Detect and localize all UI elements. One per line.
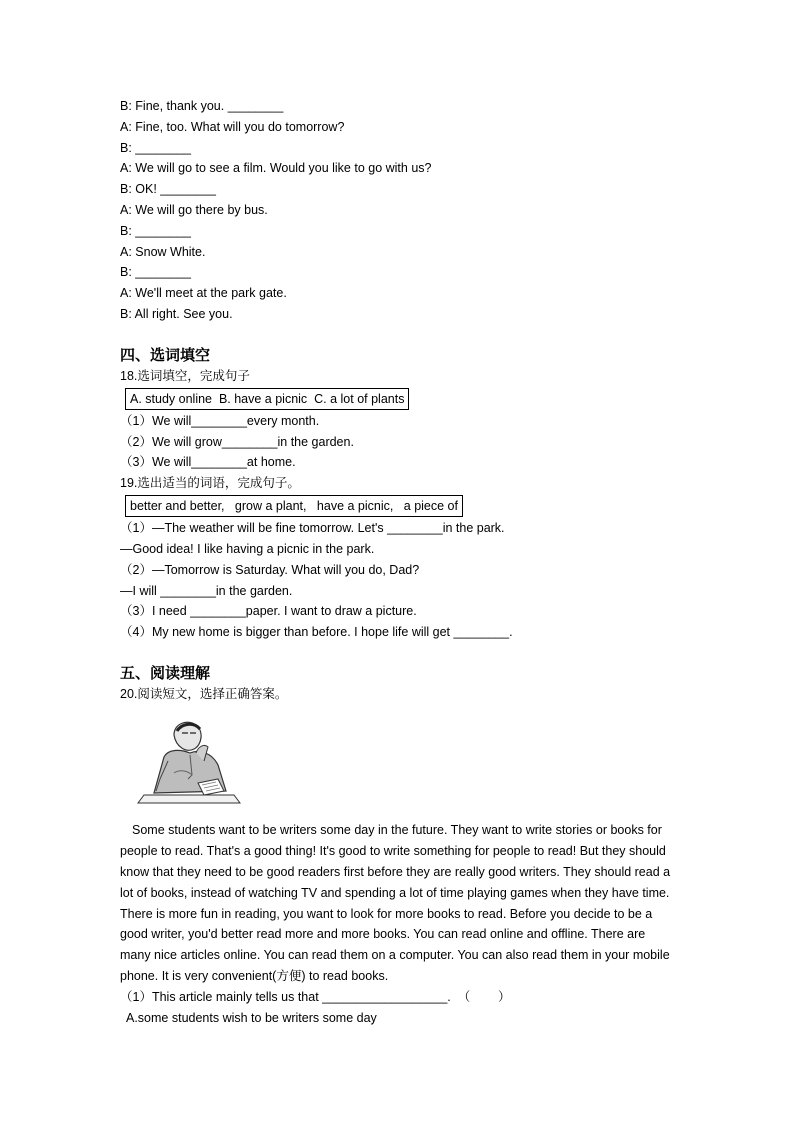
dialogue-line: B: Fine, thank you. ________ (120, 99, 284, 113)
dialogue-line: B: ________ (120, 265, 191, 280)
question-19-item: （4）My new home is bigger than before. I hope life will get ________. (120, 625, 513, 640)
dialogue-line: B: ________ (120, 140, 191, 155)
dialogue-line: B: ________ (120, 223, 191, 238)
section-heading-reading: 五、阅读理解 (120, 663, 211, 682)
reading-passage: Some students want to be writers some day in the future. They want to write stories or books for people to read. That's a good thing! It's good to write something for people to read! But they should know that they need to be good readers first before they are really good writers. They should read a lot of books, instead of watching TV and spending a lot of time playing games when they have time. There is more fun in reading, you want to look for more books to read. Before you decide to be a good writer, you'd better read more and more books. You can read online and offline. There are many nice articles online. You can read them on a computer. You can also read them in your mobile phone. It is very convenient(方便) to read books. (120, 822, 671, 984)
dialogue-line: A: Fine, too. What will you do tomorrow? (120, 119, 345, 134)
dialogue-line: B: OK! ________ (120, 182, 216, 197)
question-19-item: （3）I need ________paper. I want to draw a picture. (120, 604, 417, 619)
question-20-item: （1）This article mainly tells us that __________________. （ ） (120, 990, 511, 1005)
question-19-item: —I will ________in the garden. (120, 583, 293, 598)
question-18-title: 18.选词填空，完成句子 (120, 368, 250, 383)
dialogue-line: A: We'll meet at the park gate. (120, 286, 287, 301)
worksheet-page (120, 96, 680, 1029)
question-20-title: 20.阅读短文，选择正确答案。 (120, 686, 288, 701)
dialogue-line: A: We will go there by bus. (120, 202, 268, 217)
reading-man-illustration (134, 713, 244, 809)
question-18-item: （2）We will grow________in the garden. (120, 434, 354, 449)
dialogue-line: A: We will go to see a film. Would you like to go with us? (120, 161, 432, 176)
question-19-item: —Good idea! I like having a picnic in the park. (120, 541, 375, 556)
question-19-item: （2）—Tomorrow is Saturday. What will you do, Dad? (120, 562, 420, 577)
question-19-title: 19.选出适当的词语，完成句子。 (120, 476, 300, 491)
dialogue (120, 96, 680, 325)
question-18-item: （3）We will________at home. (120, 455, 296, 470)
dialogue-line: B: All right. See you. (120, 306, 233, 321)
section-heading-fill-in: 四、选词填空 (120, 345, 211, 364)
question-18-word-box: A. study online B. have a picnic C. a lot of plants (125, 388, 409, 410)
question-19-word-box: better and better, grow a plant, have a picnic, a piece of (125, 495, 463, 517)
dialogue-line: A: Snow White. (120, 244, 206, 259)
question-20-option-a: A.some students wish to be writers some day (126, 1010, 377, 1025)
question-19-item: （1）—The weather will be fine tomorrow. Let's ________in the park. (120, 521, 505, 536)
question-18-item: （1）We will________every month. (120, 413, 320, 428)
